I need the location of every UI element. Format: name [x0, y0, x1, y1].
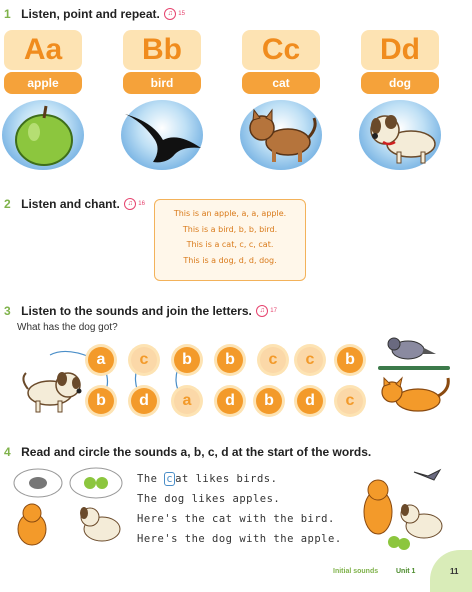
letters: Dd: [361, 30, 439, 70]
chant-line: This is a bird, b, b, bird.: [182, 224, 278, 234]
letter-bubble[interactable]: b: [256, 388, 282, 414]
audio-icon[interactable]: ♫: [164, 8, 176, 20]
sentence-1: The c at likes birds.: [137, 473, 278, 485]
dog-image: [10, 345, 90, 420]
letter-bubble[interactable]: b: [88, 388, 114, 414]
letter-bubble[interactable]: c: [131, 347, 157, 373]
audio-icon[interactable]: ♫: [124, 198, 136, 210]
chant-line: This is a cat, c, c, cat.: [186, 240, 274, 249]
word-label: dog: [361, 72, 439, 94]
letter-bubble[interactable]: c: [260, 347, 286, 373]
cat-bird-dog-image: [348, 462, 448, 554]
letters: Aa: [4, 30, 82, 70]
chant-line: This is an apple, a, a, apple.: [173, 209, 287, 218]
letter-bubble[interactable]: b: [174, 347, 200, 373]
letter-bubble[interactable]: a: [88, 347, 114, 373]
word-label: bird: [123, 72, 201, 94]
track-number: 16: [138, 200, 145, 207]
circled-letter[interactable]: c: [166, 473, 174, 485]
question: What has the dog got?: [17, 322, 118, 333]
section4-header: [4, 443, 371, 461]
bird-branch-cat-image: [378, 332, 458, 422]
section-title: Listen to the sounds and join the letters.: [21, 304, 252, 318]
letter-bubble[interactable]: a: [174, 388, 200, 414]
word-label: cat: [242, 72, 320, 94]
section-number: 1: [4, 7, 11, 21]
section-number: 3: [4, 304, 11, 318]
letter-bubble[interactable]: d: [131, 388, 157, 414]
section-title: Read and circle the sounds a, b, c, d at the start of the words.: [21, 445, 372, 459]
section1-header: [4, 5, 185, 23]
letters: Bb: [123, 30, 201, 70]
letters: Cc: [242, 30, 320, 70]
section-title: Listen, point and repeat.: [21, 7, 160, 21]
sentence-3: Here's the cat with the bird.: [137, 513, 335, 525]
letter-card-b: [123, 30, 201, 170]
chant-line: This is a dog, d, d, dog.: [183, 255, 277, 265]
letter-card-d: [361, 30, 439, 170]
section-title: Listen and chant.: [21, 197, 120, 211]
section-number: 2: [4, 197, 11, 211]
letter-bubble[interactable]: d: [217, 388, 243, 414]
section2-header: [4, 195, 145, 213]
sentence-4: Here's the dog with the apple.: [137, 533, 342, 545]
track-number: 17: [270, 307, 277, 314]
bird-image: [123, 92, 203, 172]
letter-card-c: [242, 30, 320, 170]
letter-bubble[interactable]: d: [297, 388, 323, 414]
footer-section: Initial sounds: [333, 568, 379, 575]
letter-bubble[interactable]: b: [337, 347, 363, 373]
cat-dog-thought-image: [10, 463, 130, 551]
audio-icon[interactable]: ♫: [256, 305, 268, 317]
page-number: 11: [450, 567, 459, 576]
apple-image: [4, 92, 84, 172]
letter-bubble[interactable]: b: [217, 347, 243, 373]
footer-unit: Unit 1: [396, 568, 416, 575]
cat-image: [242, 92, 322, 172]
letter-bubble[interactable]: c: [297, 347, 323, 373]
sentence-2: The dog likes apples.: [137, 493, 281, 505]
chant-box: [154, 199, 306, 281]
letter-card-a: [4, 30, 82, 170]
word-label: apple: [4, 72, 82, 94]
track-number: 15: [178, 10, 185, 17]
section3-header: [4, 302, 277, 320]
dog-image: [361, 92, 447, 172]
letter-bubble[interactable]: c: [337, 388, 363, 414]
section-number: 4: [4, 445, 11, 459]
